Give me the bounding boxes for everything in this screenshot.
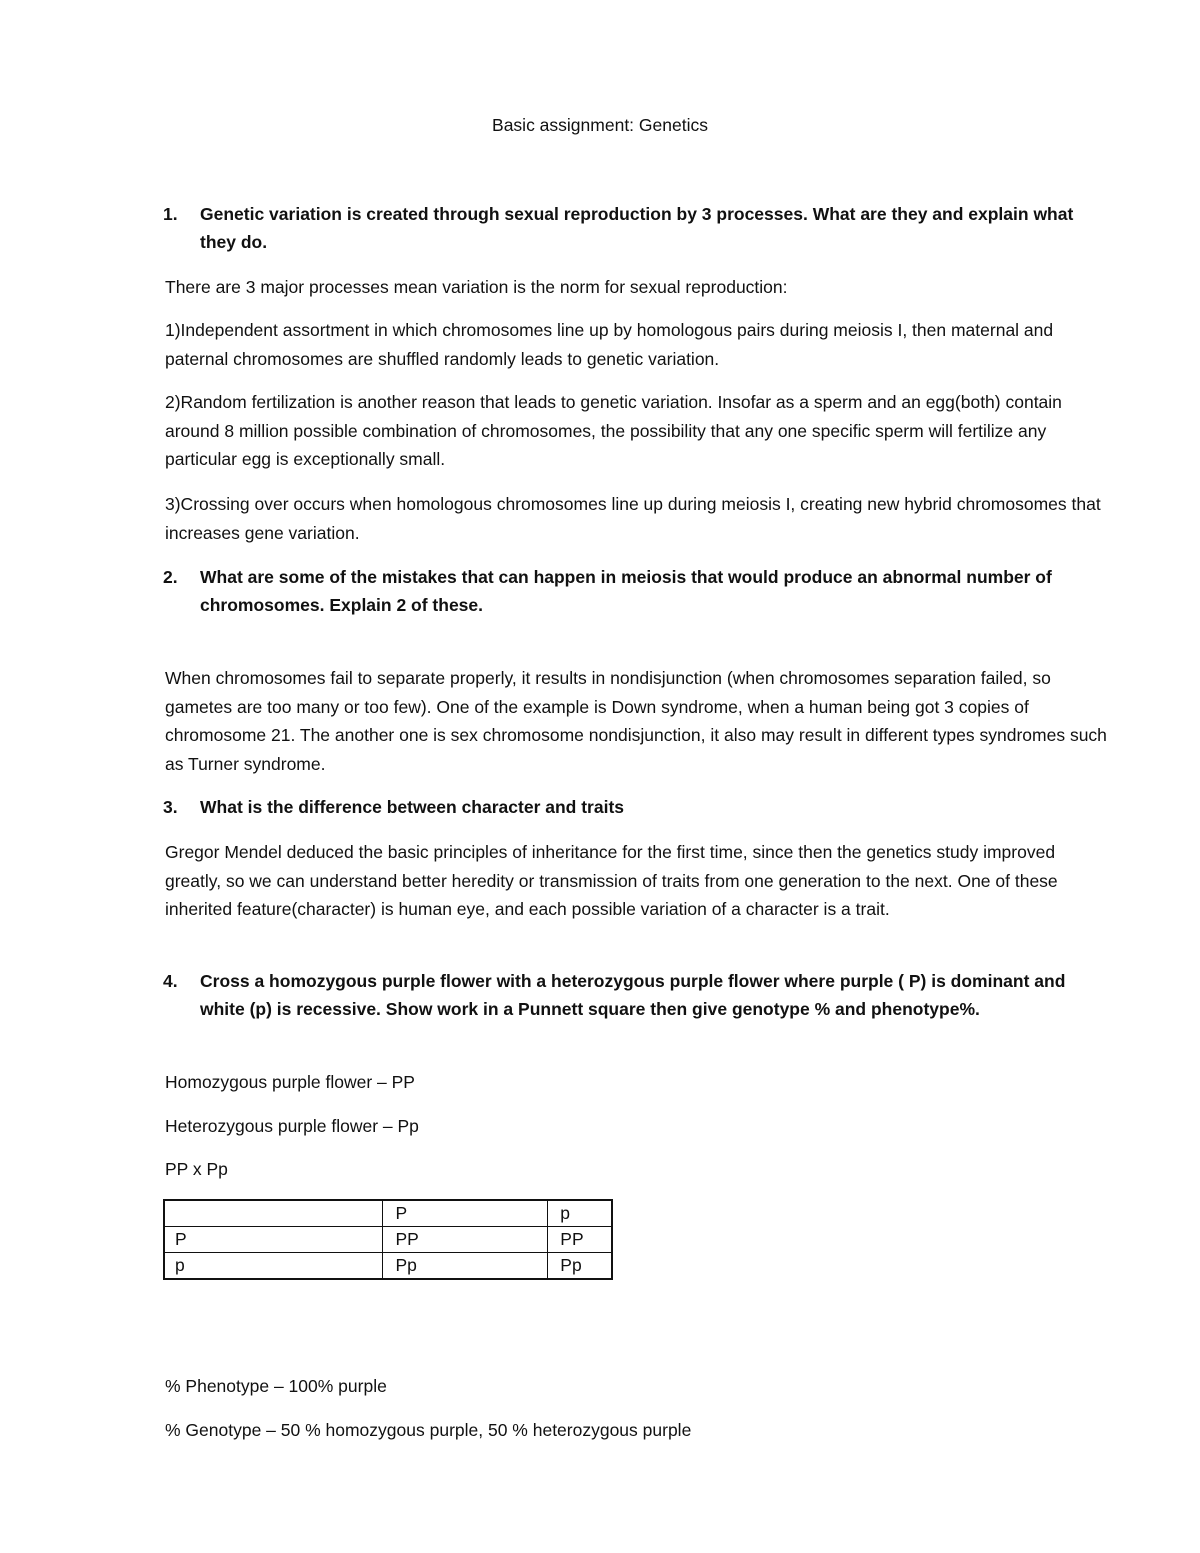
punnett-row-label: p bbox=[164, 1253, 383, 1280]
question-number: 1. bbox=[163, 204, 178, 224]
punnett-cell: Pp bbox=[383, 1253, 548, 1280]
question-number: 4. bbox=[163, 971, 178, 991]
answer-2: When chromosomes fail to separate properly, it results in nondisjunction (when chromosomes separation failed, so gametes are too many or too few). One of the example is Down syndrome, when a human being got 3 copies of chromosome 21. The another one is sex chromosome nondisjunction, it also may result in different types syndromes such as Turner syndrome. bbox=[165, 668, 1107, 774]
question-text: What are some of the mistakes that can happen in meiosis that would produce an abnormal number of chromosomes. Explain 2 of these. bbox=[200, 567, 1052, 615]
answer-4-cross: PP x Pp bbox=[165, 1159, 228, 1179]
answer-4-homozygous: Homozygous purple flower – PP bbox=[165, 1072, 415, 1092]
answer-1-point-2: 2)Random fertilization is another reason that leads to genetic variation. Insofar as a sperm and an egg(both) contain around 8 million possible combination of chromosomes, the possibility that any one specific sperm will fertilize any particular egg is exceptionally small. bbox=[165, 392, 1062, 469]
punnett-cell: PP bbox=[383, 1227, 548, 1253]
punnett-header-cell: P bbox=[383, 1200, 548, 1227]
question-number: 2. bbox=[163, 567, 178, 587]
question-text: Cross a homozygous purple flower with a heterozygous purple flower where purple ( P) is dominant and white (p) is recessive. Show work in a Punnett square then give genotype % and phenotype%. bbox=[200, 971, 1066, 1019]
punnett-cell: PP bbox=[548, 1227, 612, 1253]
punnett-row bbox=[164, 1227, 612, 1253]
question-number: 3. bbox=[163, 797, 178, 817]
answer-1-point-1: 1)Independent assortment in which chromosomes line up by homologous pairs during meiosis I, then maternal and paternal chromosomes are shuffled randomly leads to genetic variation. bbox=[165, 320, 1054, 369]
question-3 bbox=[163, 793, 1080, 821]
question-text: Genetic variation is created through sexual reproduction by 3 processes. What are they and explain what they do. bbox=[200, 204, 1074, 252]
question-1 bbox=[163, 200, 1080, 256]
question-text: What is the difference between character and traits bbox=[200, 797, 625, 817]
punnett-square bbox=[163, 1199, 613, 1280]
punnett-cell: Pp bbox=[548, 1253, 612, 1280]
answer-4-phenotype: % Phenotype – 100% purple bbox=[165, 1376, 387, 1396]
question-2 bbox=[163, 563, 1080, 619]
question-4 bbox=[163, 967, 1080, 1023]
punnett-row-label: P bbox=[164, 1227, 383, 1253]
punnett-header-row bbox=[164, 1200, 612, 1227]
punnett-corner-cell bbox=[164, 1200, 383, 1227]
answer-4-heterozygous: Heterozygous purple flower – Pp bbox=[165, 1116, 419, 1136]
answer-4-genotype: % Genotype – 50 % homozygous purple, 50 % heterozygous purple bbox=[165, 1420, 692, 1440]
punnett-header-cell: p bbox=[548, 1200, 612, 1227]
document-title: Basic assignment: Genetics bbox=[492, 115, 708, 135]
punnett-row bbox=[164, 1253, 612, 1280]
answer-1-point-3: 3)Crossing over occurs when homologous chromosomes line up during meiosis I, creating new hybrid chromosomes that increases gene variation. bbox=[165, 494, 1101, 543]
answer-1-intro: There are 3 major processes mean variation is the norm for sexual reproduction: bbox=[165, 277, 788, 297]
answer-3: Gregor Mendel deduced the basic principles of inheritance for the first time, since then the genetics study improved greatly, so we can understand better heredity or transmission of traits from one generation to the next. One of these inherited feature(character) is human eye, and each possible variation of a character is a trait. bbox=[165, 842, 1058, 919]
